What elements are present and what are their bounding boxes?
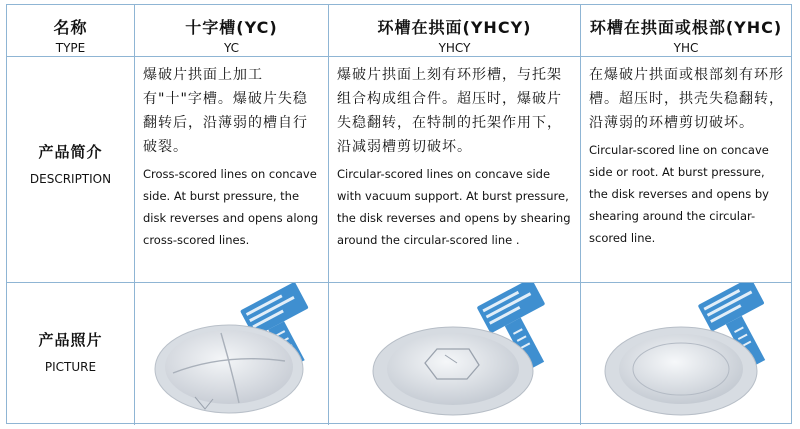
type-header-cell	[7, 5, 135, 56]
type-yc-header	[135, 5, 329, 56]
type-yhcy-code: YHCY	[438, 41, 471, 55]
type-yhcy-header	[329, 5, 581, 56]
picture-label-en: PICTURE	[44, 360, 97, 374]
yhc-picture-cell	[581, 283, 791, 425]
yhcy-description	[329, 57, 581, 282]
yc-description-zh: 爆破片拱面上加工有"十"字槽。爆破片失稳翻转后，沿薄弱的槽自行破裂。	[143, 67, 308, 155]
type-header-en: TYPE	[55, 41, 86, 55]
yhc-description-en: Circular-scored line on concave side or root. At burst pressure, the disk reverses and opens by shearing around the circular-scored line.	[589, 143, 769, 245]
type-yhcy-title: 环槽在拱面(YHCY)	[377, 18, 532, 37]
yhcy-disk-picture	[329, 283, 581, 425]
yhc-description	[581, 57, 791, 282]
yhc-disk-picture	[581, 283, 791, 425]
description-label-cn: 产品简介	[38, 143, 103, 161]
type-yhc-header	[581, 5, 791, 56]
description-row	[7, 57, 791, 283]
yhc-description-zh: 在爆破片拱面或根部刻有环形槽。超压时，拱壳失稳翻转，沿薄弱的环槽剪切破坏。	[589, 67, 784, 131]
type-yc-title: 十字槽(YC)	[185, 18, 278, 37]
product-table	[6, 4, 792, 424]
yhcy-description-en: Circular-scored lines on concave side with vacuum support. At burst pressure, the disk reverses and opens by shearing around the circular-scored line .	[337, 167, 571, 247]
yhcy-description-zh: 爆破片拱面上刻有环形槽，与托架组合构成组合件。超压时，爆破片失稳翻转，在特制的托架作用下，沿减弱槽剪切破坏。	[337, 67, 562, 155]
type-yhc-code: YHC	[673, 41, 699, 55]
header-row	[7, 5, 791, 57]
yc-picture-cell	[135, 283, 329, 425]
yc-description	[135, 57, 329, 282]
picture-row	[7, 283, 791, 425]
yhcy-picture-cell	[329, 283, 581, 425]
type-yhc-title: 环槽在拱面或根部(YHC)	[589, 18, 783, 37]
yc-description-en: Cross-scored lines on concave side. At burst pressure, the disk reverses and opens along cross-scored lines.	[143, 167, 319, 247]
yc-disk-picture	[135, 283, 329, 425]
picture-label-cn: 产品照片	[38, 331, 103, 349]
type-yc-code: YC	[223, 41, 240, 55]
picture-label-cell	[7, 283, 135, 425]
type-header-cn: 名称	[53, 18, 88, 37]
description-label-en: DESCRIPTION	[29, 172, 112, 186]
description-label-cell	[7, 57, 135, 282]
